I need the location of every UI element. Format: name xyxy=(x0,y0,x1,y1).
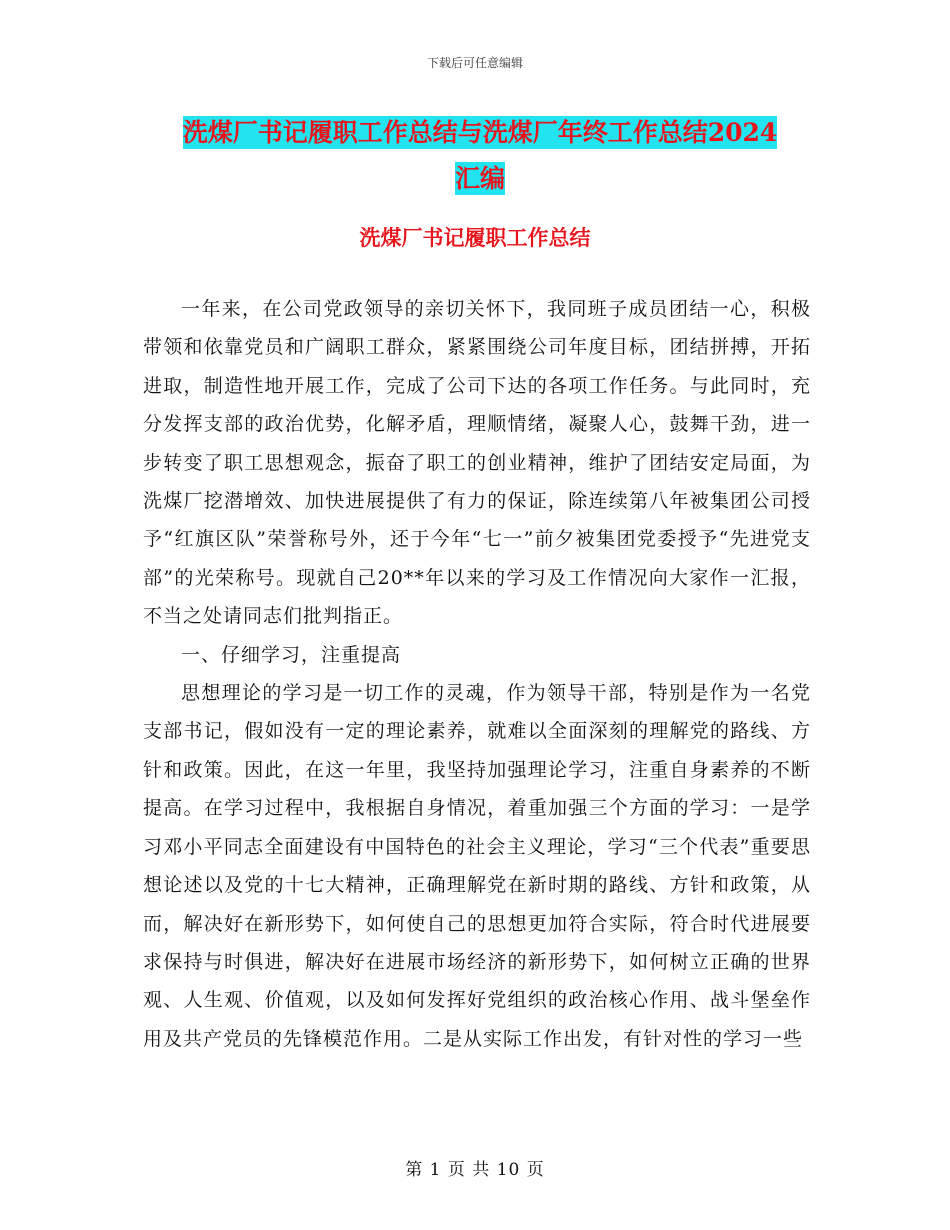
body-text xyxy=(143,290,811,1058)
title-line-2: 汇编 xyxy=(454,164,505,193)
paragraph-study: 思想理论的学习是一切工作的灵魂，作为领导干部，特别是作为一名党支部书记，假如没有一定的理论素养，就难以全面深刻的理解党的路线、方针和政策。因此，在这一年里，我坚持加强理论学习，注重自身素养的不断提高。在学习过程中，我根据自身情况，着重加强三个方面的学习：一是学习邓小平同志全面建设有中国特色的社会主义理论，学习“三个代表”重要思想论述以及党的十七大精神，正确理解党在新时期的路线、方针和政策，从而，解决好在新形势下，如何使自己的思想更加符合实际，符合时代进展要求保持与时俱进，解决好在进展市场经济的新形势下，如何树立正确的世界观、人生观、价值观，以及如何发挥好党组织的政治核心作用、战斗堡垒作用及共产党员的先锋模范作用。二是从实际工作出发，有针对性的学习一些 xyxy=(143,682,811,1050)
heading-study: 一、仔细学习，注重提高 xyxy=(181,643,402,666)
header-note: 下载后可任意编辑 xyxy=(426,56,523,70)
document-title xyxy=(150,110,810,202)
paragraph-intro: 一年来，在公司党政领导的亲切关怀下，我同班子成员团结一心，积极带领和依靠党员和广阔职工群众，紧紧围绕公司年度目标，团结拼搏，开拓进取，制造性地开展工作，完成了公司下达的各项工作任务。与此同时，充分发挥支部的政治优势，化解矛盾，理顺情绪，凝聚人心，鼓舞干劲，进一步转变了职工思想观念，振奋了职工的创业精神，维护了团结安定局面，为洗煤厂挖潜增效、加快进展提供了有力的保证，除连续第八年被集团公司授予“红旗区队”荣誉称号外，还于今年“七一”前夕被集团党委授予“先进党支部”的光荣称号。现就自己20**年以来的学习及工作情况向大家作一汇报，不当之处请同志们批判指正。 xyxy=(143,298,811,628)
page-footer: 第 1 页 共 10 页 xyxy=(405,1160,545,1180)
section-title: 洗煤厂书记履职工作总结 xyxy=(359,225,591,250)
title-line-1: 洗煤厂书记履职工作总结与洗煤厂年终工作总结2024 xyxy=(182,118,778,147)
